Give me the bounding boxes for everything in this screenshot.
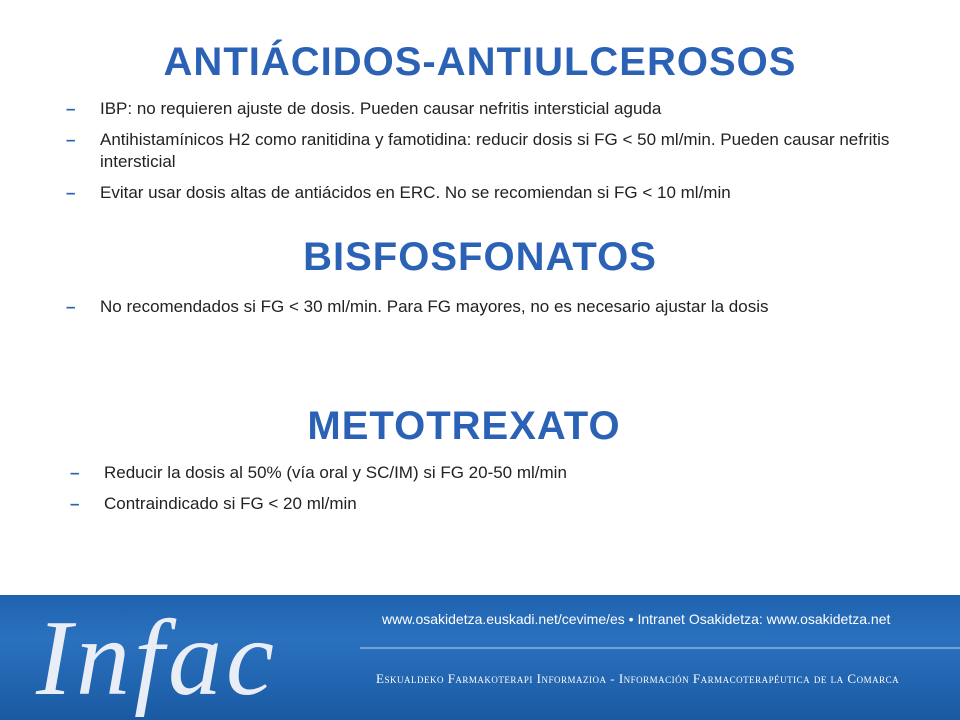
bullet-list-bisfosfonatos <box>66 296 946 327</box>
list-item <box>66 182 926 204</box>
dash-icon: – <box>66 297 76 316</box>
footer-divider <box>360 647 960 649</box>
bullet-list-metotrexato <box>70 462 930 524</box>
section-title-antiacidos: ANTIÁCIDOS-ANTIULCEROSOS <box>163 40 797 84</box>
dash-icon: – <box>70 494 80 513</box>
dash-icon: – <box>66 99 76 118</box>
bullet-text: No recomendados si FG < 30 ml/min. Para FG mayores, no es necesario ajustar la dosis <box>100 297 769 316</box>
bullet-text: Contraindicado si FG < 20 ml/min <box>104 494 357 513</box>
footer-banner <box>0 595 960 720</box>
bullet-text: Evitar usar dosis altas de antiácidos en ERC. No se recomiendan si FG < 10 ml/min <box>100 183 731 202</box>
list-item <box>66 129 900 173</box>
list-item <box>66 296 946 318</box>
bullet-text: IBP: no requieren ajuste de dosis. Pueden causar nefritis intersticial aguda <box>100 99 662 118</box>
section-title-metotrexato: METOTREXATO <box>307 404 621 448</box>
bullet-text: Antihistamínicos H2 como ranitidina y famotidina: reducir dosis si FG < 50 ml/min. Pueden causar nefritis intersticial <box>100 130 890 171</box>
dash-icon: – <box>66 130 76 149</box>
infac-logo: Infac <box>36 599 278 718</box>
bullet-list-antiacidos <box>66 98 926 213</box>
footer-url-line: www.osakidetza.euskadi.net/cevime/es • Intranet Osakidetza: www.osakidetza.net <box>382 611 891 627</box>
dash-icon: – <box>70 463 80 482</box>
dash-icon: – <box>66 183 76 202</box>
bullet-text: Reducir la dosis al 50% (vía oral y SC/IM) si FG 20-50 ml/min <box>104 463 567 482</box>
section-title-bisfosfonatos: BISFOSFONATOS <box>303 235 657 279</box>
list-item <box>70 493 930 515</box>
list-item <box>70 462 930 484</box>
footer-tagline: Eskualdeko Farmakoterapi Informazioa - Información Farmacoterapéutica de la Comarca <box>376 671 900 686</box>
list-item <box>66 98 926 120</box>
